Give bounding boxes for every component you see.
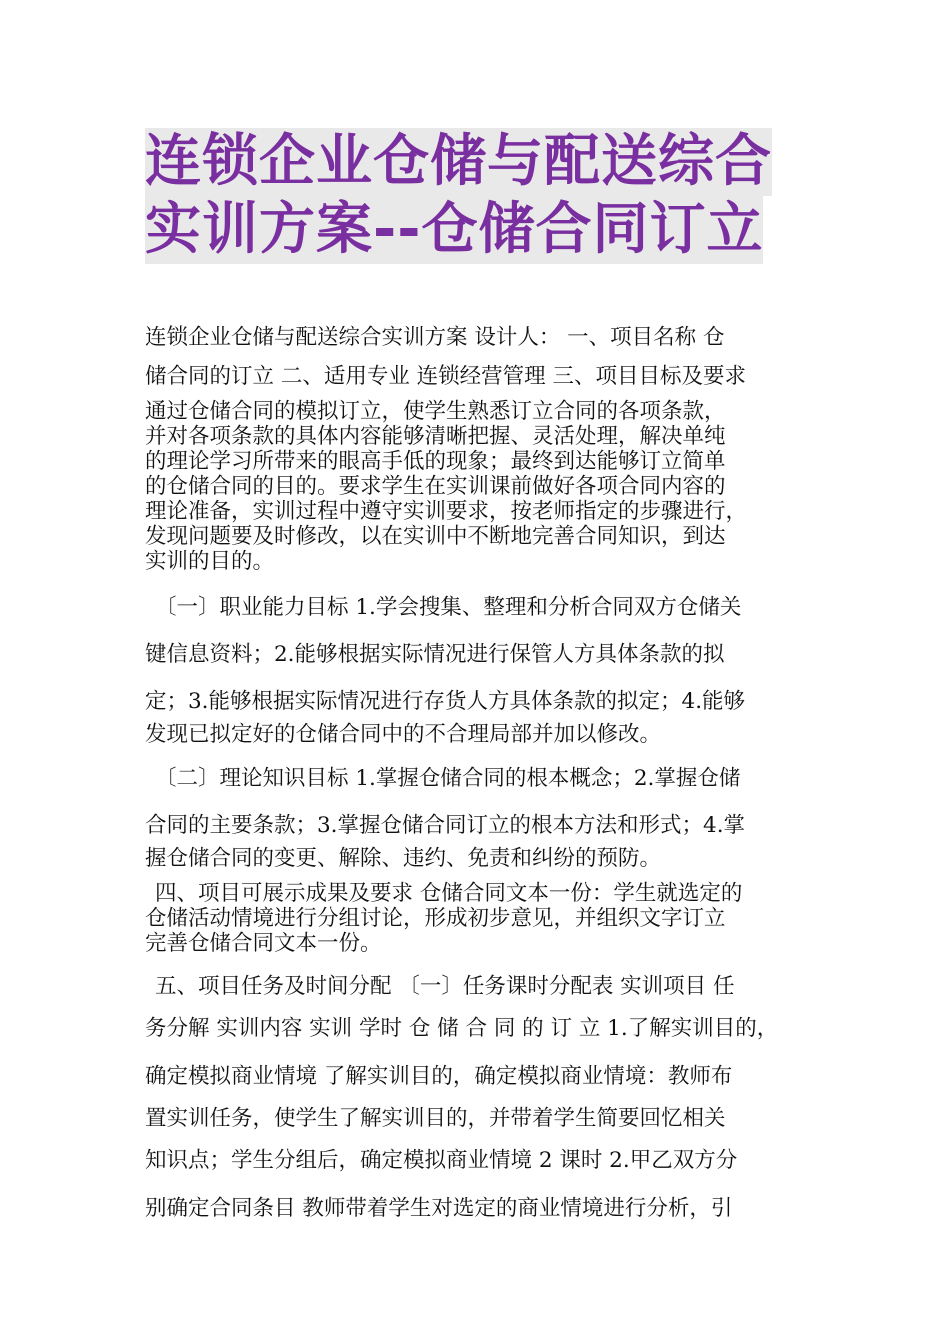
title-line-2: 实训方案--仓储合同订立 [145,197,764,262]
text-line: 键信息资料；2.能够根据实际情况进行保管人方具体条款的拟 [145,642,725,667]
text-line: 的仓储合同的目的。要求学生在实训课前做好各项合同内容的 [145,474,726,499]
text-line: 知识点；学生分组后，确定模拟商业情境 2 课时 2.甲乙双方分 [145,1148,738,1173]
document-body [145,318,810,1230]
document-title [145,128,815,264]
text-line: 完善仓储合同文本一份。 [145,931,382,956]
paragraph-schedule [145,966,810,1230]
text-line: 实训的目的。 [145,549,275,574]
text-line: 发现问题要及时修改，以在实训中不断地完善合同知识，到达 [145,524,726,549]
text-line: 〔二〕理论知识目标 1.掌握仓储合同的根本概念；2.掌握仓储 [155,766,741,791]
text-line: 置实训任务，使学生了解实训目的，并带着学生简要回忆相关 [145,1106,726,1131]
text-line: 务分解 实训内容 实训 学时 仓 储 合 同 的 订 立 1.了解实训目的， [145,1016,779,1041]
text-line: 确定模拟商业情境 了解实训目的，确定模拟商业情境：教师布 [145,1064,733,1089]
text-line: 并对各项条款的具体内容能够清晰把握、灵活处理，解决单纯 [145,424,726,449]
text-line: 别确定合同条目 教师带着学生对选定的商业情境进行分析，引 [145,1196,733,1221]
text-line: 〔一〕职业能力目标 1.学会搜集、整理和分析合同双方仓储关 [155,595,742,620]
text-line: 通过仓储合同的模拟订立，使学生熟悉订立合同的各项条款， [145,399,726,424]
text-line: 定；3.能够根据实际情况进行存货人方具体条款的拟定；4.能够 [145,689,746,714]
text-line: 连锁企业仓储与配送综合实训方案 设计人： 一、项目名称 仓 [145,325,725,350]
paragraph-goals [145,399,810,574]
text-line: 发现已拟定好的仓储合同中的不合理局部并加以修改。 [145,722,662,747]
text-line: 的理论学习所带来的眼高手低的现象；最终到达能够订立简单 [145,449,726,474]
text-line: 储合同的订立 二、适用专业 连锁经营管理 三、项目目标及要求 [145,364,747,389]
title-line-1: 连锁企业仓储与配送综合 [145,129,772,194]
text-line: 五、项目任务及时间分配 〔一〕任务课时分配表 实训项目 任 [155,974,735,999]
paragraph-knowledge-goals [145,755,810,849]
text-line: 仓储活动情境进行分组讨论，形成初步意见，并组织文字订立 [145,906,726,931]
text-line: 理论准备，实训过程中遵守实训要求，按老师指定的步骤进行， [145,499,748,524]
text-line: 合同的主要条款；3.掌握仓储合同订立的根本方法和形式；4.掌 [145,813,746,838]
text-line: 四、项目可展示成果及要求 仓储合同文本一份：学生就选定的 [155,881,743,906]
paragraph-deliverables [145,881,810,956]
paragraph-intro [145,318,810,396]
paragraph-ability-goals [145,584,810,725]
text-line: 握仓储合同的变更、解除、违约、免责和纠纷的预防。 [145,846,662,871]
